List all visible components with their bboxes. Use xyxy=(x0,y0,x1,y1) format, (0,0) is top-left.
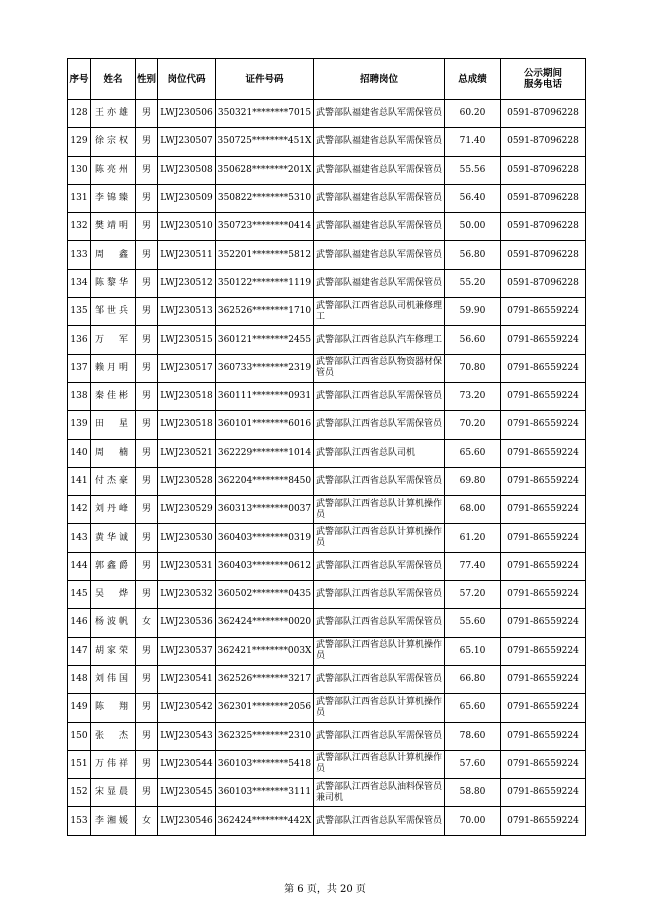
cell-score: 71.40 xyxy=(445,128,501,156)
cell-id-number: 360733********2319 xyxy=(216,354,314,382)
cell-phone: 0791-86559224 xyxy=(501,694,586,722)
cell-id-number: 360313********0037 xyxy=(216,496,314,524)
cell-phone: 0591-87096228 xyxy=(501,269,586,297)
cell-score: 55.60 xyxy=(445,609,501,637)
cell-post: 武警部队江西省总队军需保管员 xyxy=(314,382,445,410)
header-post: 招聘岗位 xyxy=(314,59,445,100)
table-row xyxy=(68,722,586,750)
cell-gender: 男 xyxy=(136,156,158,184)
cell-gender: 女 xyxy=(136,807,158,835)
cell-name: 陈 翔 xyxy=(91,694,136,722)
cell-name: 刘丹峰 xyxy=(91,496,136,524)
cell-name: 胡家荣 xyxy=(91,637,136,665)
cell-name: 邹世兵 xyxy=(91,298,136,326)
cell-id-number: 360403********0319 xyxy=(216,524,314,552)
cell-post-code: LWJ230512 xyxy=(158,269,216,297)
cell-score: 78.60 xyxy=(445,722,501,750)
cell-post: 武警部队福建省总队军需保管员 xyxy=(314,213,445,241)
cell-post-code: LWJ230507 xyxy=(158,128,216,156)
cell-post-code: LWJ230528 xyxy=(158,467,216,495)
cell-phone: 0791-86559224 xyxy=(501,411,586,439)
cell-name: 宋显晨 xyxy=(91,779,136,807)
header-score: 总成绩 xyxy=(445,59,501,100)
cell-score: 55.56 xyxy=(445,156,501,184)
cell-post: 武警部队福建省总队军需保管员 xyxy=(314,128,445,156)
cell-post-code: LWJ230511 xyxy=(158,241,216,269)
table-row xyxy=(68,156,586,184)
header-gender: 性别 xyxy=(136,59,158,100)
cell-name: 黄华诚 xyxy=(91,524,136,552)
cell-name: 吴 烨 xyxy=(91,581,136,609)
cell-phone: 0791-86559224 xyxy=(501,298,586,326)
cell-score: 66.80 xyxy=(445,665,501,693)
cell-post: 武警部队江西省总队油料保管员兼司机 xyxy=(314,779,445,807)
cell-gender: 男 xyxy=(136,439,158,467)
cell-seq: 146 xyxy=(68,609,91,637)
cell-name: 赖月明 xyxy=(91,354,136,382)
table-row xyxy=(68,496,586,524)
cell-name: 王亦雄 xyxy=(91,100,136,128)
cell-score: 57.20 xyxy=(445,581,501,609)
cell-post-code: LWJ230532 xyxy=(158,581,216,609)
cell-phone: 0791-86559224 xyxy=(501,750,586,778)
cell-id-number: 362421********003X xyxy=(216,637,314,665)
cell-seq: 129 xyxy=(68,128,91,156)
cell-post: 武警部队江西省总队计算机操作员 xyxy=(314,637,445,665)
table-row xyxy=(68,807,586,835)
cell-gender: 男 xyxy=(136,750,158,778)
cell-seq: 139 xyxy=(68,411,91,439)
cell-gender: 男 xyxy=(136,552,158,580)
cell-seq: 131 xyxy=(68,184,91,212)
page-footer: 第 6 页，共 20 页 xyxy=(284,884,366,895)
cell-post-code: LWJ230542 xyxy=(158,694,216,722)
cell-post: 武警部队江西省总队军需保管员 xyxy=(314,609,445,637)
cell-post: 武警部队江西省总队军需保管员 xyxy=(314,807,445,835)
cell-score: 61.20 xyxy=(445,524,501,552)
cell-gender: 男 xyxy=(136,694,158,722)
table-row xyxy=(68,326,586,354)
cell-name: 李锦臻 xyxy=(91,184,136,212)
cell-id-number: 362424********442X xyxy=(216,807,314,835)
table-row xyxy=(68,779,586,807)
header-phone: 公示期间 服务电话 xyxy=(501,59,586,100)
table-body xyxy=(68,100,586,836)
cell-post: 武警部队福建省总队军需保管员 xyxy=(314,241,445,269)
cell-score: 56.40 xyxy=(445,184,501,212)
cell-seq: 148 xyxy=(68,665,91,693)
cell-id-number: 360111********0931 xyxy=(216,382,314,410)
cell-post-code: LWJ230506 xyxy=(158,100,216,128)
cell-post: 武警部队江西省总队军需保管员 xyxy=(314,722,445,750)
cell-post: 武警部队福建省总队军需保管员 xyxy=(314,156,445,184)
cell-phone: 0591-87096228 xyxy=(501,128,586,156)
cell-gender: 男 xyxy=(136,128,158,156)
cell-gender: 男 xyxy=(136,298,158,326)
cell-post-code: LWJ230546 xyxy=(158,807,216,835)
cell-phone: 0791-86559224 xyxy=(501,354,586,382)
cell-post: 武警部队江西省总队计算机操作员 xyxy=(314,694,445,722)
cell-gender: 男 xyxy=(136,100,158,128)
cell-post: 武警部队江西省总队计算机操作员 xyxy=(314,750,445,778)
cell-post: 武警部队江西省总队军需保管员 xyxy=(314,552,445,580)
cell-phone: 0791-86559224 xyxy=(501,779,586,807)
cell-seq: 149 xyxy=(68,694,91,722)
cell-gender: 男 xyxy=(136,269,158,297)
cell-post-code: LWJ230545 xyxy=(158,779,216,807)
cell-post-code: LWJ230518 xyxy=(158,382,216,410)
cell-post: 武警部队江西省总队司机兼修理工 xyxy=(314,298,445,326)
cell-gender: 男 xyxy=(136,241,158,269)
cell-seq: 132 xyxy=(68,213,91,241)
table-row xyxy=(68,100,586,128)
cell-post: 武警部队福建省总队军需保管员 xyxy=(314,269,445,297)
cell-phone: 0791-86559224 xyxy=(501,524,586,552)
table-row xyxy=(68,382,586,410)
header-post-code: 岗位代码 xyxy=(158,59,216,100)
cell-score: 77.40 xyxy=(445,552,501,580)
cell-phone: 0791-86559224 xyxy=(501,382,586,410)
table-row xyxy=(68,269,586,297)
cell-id-number: 362424********0020 xyxy=(216,609,314,637)
cell-id-number: 360502********0435 xyxy=(216,581,314,609)
cell-id-number: 350822********5310 xyxy=(216,184,314,212)
cell-phone: 0591-87096228 xyxy=(501,213,586,241)
cell-post-code: LWJ230510 xyxy=(158,213,216,241)
cell-id-number: 350725********451X xyxy=(216,128,314,156)
table-row xyxy=(68,298,586,326)
cell-phone: 0591-87096228 xyxy=(501,156,586,184)
cell-gender: 男 xyxy=(136,722,158,750)
cell-name: 秦佳彬 xyxy=(91,382,136,410)
header-row xyxy=(68,59,586,100)
cell-gender: 女 xyxy=(136,609,158,637)
cell-post: 武警部队江西省总队军需保管员 xyxy=(314,665,445,693)
cell-gender: 男 xyxy=(136,411,158,439)
table-row xyxy=(68,694,586,722)
results-table xyxy=(67,58,586,836)
cell-id-number: 350723********0414 xyxy=(216,213,314,241)
cell-post: 武警部队江西省总队军需保管员 xyxy=(314,411,445,439)
cell-post-code: LWJ230536 xyxy=(158,609,216,637)
cell-name: 张 杰 xyxy=(91,722,136,750)
cell-phone: 0791-86559224 xyxy=(501,807,586,835)
cell-phone: 0791-86559224 xyxy=(501,665,586,693)
cell-id-number: 362526********3217 xyxy=(216,665,314,693)
cell-gender: 男 xyxy=(136,524,158,552)
cell-phone: 0791-86559224 xyxy=(501,637,586,665)
cell-name: 陈黎华 xyxy=(91,269,136,297)
table-row xyxy=(68,750,586,778)
cell-seq: 130 xyxy=(68,156,91,184)
cell-post: 武警部队江西省总队司机 xyxy=(314,439,445,467)
cell-phone: 0791-86559224 xyxy=(501,326,586,354)
header-name: 姓名 xyxy=(91,59,136,100)
cell-post-code: LWJ230518 xyxy=(158,411,216,439)
cell-score: 70.80 xyxy=(445,354,501,382)
cell-score: 73.20 xyxy=(445,382,501,410)
cell-score: 56.80 xyxy=(445,241,501,269)
table-row xyxy=(68,467,586,495)
cell-score: 58.80 xyxy=(445,779,501,807)
cell-post-code: LWJ230537 xyxy=(158,637,216,665)
cell-seq: 150 xyxy=(68,722,91,750)
cell-phone: 0791-86559224 xyxy=(501,467,586,495)
cell-gender: 男 xyxy=(136,779,158,807)
cell-post: 武警部队江西省总队军需保管员 xyxy=(314,467,445,495)
cell-id-number: 362229********1014 xyxy=(216,439,314,467)
cell-seq: 138 xyxy=(68,382,91,410)
cell-post-code: LWJ230531 xyxy=(158,552,216,580)
cell-id-number: 362325********2310 xyxy=(216,722,314,750)
cell-score: 50.00 xyxy=(445,213,501,241)
cell-id-number: 362204********8450 xyxy=(216,467,314,495)
table-row xyxy=(68,241,586,269)
cell-id-number: 360103********5418 xyxy=(216,750,314,778)
cell-gender: 男 xyxy=(136,496,158,524)
cell-name: 杨波帆 xyxy=(91,609,136,637)
table-row xyxy=(68,184,586,212)
table-row xyxy=(68,128,586,156)
cell-seq: 142 xyxy=(68,496,91,524)
cell-score: 65.10 xyxy=(445,637,501,665)
cell-seq: 143 xyxy=(68,524,91,552)
cell-score: 65.60 xyxy=(445,694,501,722)
cell-seq: 152 xyxy=(68,779,91,807)
cell-gender: 男 xyxy=(136,467,158,495)
cell-post-code: LWJ230513 xyxy=(158,298,216,326)
cell-post-code: LWJ230543 xyxy=(158,722,216,750)
cell-post-code: LWJ230529 xyxy=(158,496,216,524)
cell-post-code: LWJ230508 xyxy=(158,156,216,184)
cell-name: 郭鑫爵 xyxy=(91,552,136,580)
cell-id-number: 360121********2455 xyxy=(216,326,314,354)
cell-post: 武警部队江西省总队物资器材保管员 xyxy=(314,354,445,382)
cell-phone: 0591-87096228 xyxy=(501,184,586,212)
cell-score: 59.90 xyxy=(445,298,501,326)
cell-score: 57.60 xyxy=(445,750,501,778)
cell-id-number: 350122********1119 xyxy=(216,269,314,297)
cell-id-number: 362526********1710 xyxy=(216,298,314,326)
cell-id-number: 360103********3111 xyxy=(216,779,314,807)
table-row xyxy=(68,354,586,382)
table-row xyxy=(68,637,586,665)
cell-gender: 男 xyxy=(136,637,158,665)
cell-post: 武警部队江西省总队汽车修理工 xyxy=(314,326,445,354)
cell-score: 55.20 xyxy=(445,269,501,297)
cell-phone: 0791-86559224 xyxy=(501,581,586,609)
cell-id-number: 360403********0612 xyxy=(216,552,314,580)
cell-seq: 135 xyxy=(68,298,91,326)
cell-name: 万伟祥 xyxy=(91,750,136,778)
cell-id-number: 362301********2056 xyxy=(216,694,314,722)
cell-score: 68.00 xyxy=(445,496,501,524)
cell-seq: 137 xyxy=(68,354,91,382)
cell-score: 60.20 xyxy=(445,100,501,128)
cell-gender: 男 xyxy=(136,184,158,212)
cell-post: 武警部队江西省总队军需保管员 xyxy=(314,581,445,609)
cell-name: 周 楠 xyxy=(91,439,136,467)
cell-score: 69.80 xyxy=(445,467,501,495)
table-row xyxy=(68,609,586,637)
cell-seq: 151 xyxy=(68,750,91,778)
cell-score: 65.60 xyxy=(445,439,501,467)
cell-phone: 0791-86559224 xyxy=(501,496,586,524)
cell-id-number: 360101********6016 xyxy=(216,411,314,439)
cell-seq: 144 xyxy=(68,552,91,580)
table-row xyxy=(68,552,586,580)
cell-gender: 男 xyxy=(136,326,158,354)
cell-name: 周 鑫 xyxy=(91,241,136,269)
cell-name: 樊靖明 xyxy=(91,213,136,241)
cell-name: 刘伟国 xyxy=(91,665,136,693)
table-row xyxy=(68,213,586,241)
cell-name: 付杰豪 xyxy=(91,467,136,495)
cell-post-code: LWJ230515 xyxy=(158,326,216,354)
cell-seq: 134 xyxy=(68,269,91,297)
cell-seq: 128 xyxy=(68,100,91,128)
cell-phone: 0791-86559224 xyxy=(501,722,586,750)
table-row xyxy=(68,581,586,609)
header-seq: 序号 xyxy=(68,59,91,100)
cell-gender: 男 xyxy=(136,354,158,382)
cell-seq: 147 xyxy=(68,637,91,665)
cell-gender: 男 xyxy=(136,213,158,241)
cell-name: 徐宗权 xyxy=(91,128,136,156)
cell-post-code: LWJ230509 xyxy=(158,184,216,212)
cell-post-code: LWJ230521 xyxy=(158,439,216,467)
header-id-number: 证件号码 xyxy=(216,59,314,100)
cell-phone: 0591-87096228 xyxy=(501,241,586,269)
cell-post: 武警部队江西省总队计算机操作员 xyxy=(314,496,445,524)
cell-score: 70.00 xyxy=(445,807,501,835)
table-row xyxy=(68,411,586,439)
cell-id-number: 352201********5812 xyxy=(216,241,314,269)
cell-phone: 0791-86559224 xyxy=(501,609,586,637)
cell-post: 武警部队江西省总队计算机操作员 xyxy=(314,524,445,552)
cell-id-number: 350321********7015 xyxy=(216,100,314,128)
cell-seq: 153 xyxy=(68,807,91,835)
cell-phone: 0791-86559224 xyxy=(501,439,586,467)
cell-seq: 141 xyxy=(68,467,91,495)
cell-post: 武警部队福建省总队军需保管员 xyxy=(314,184,445,212)
cell-phone: 0791-86559224 xyxy=(501,552,586,580)
cell-seq: 145 xyxy=(68,581,91,609)
cell-gender: 男 xyxy=(136,382,158,410)
table-row xyxy=(68,665,586,693)
cell-name: 陈亮州 xyxy=(91,156,136,184)
cell-score: 70.20 xyxy=(445,411,501,439)
cell-seq: 133 xyxy=(68,241,91,269)
cell-post-code: LWJ230541 xyxy=(158,665,216,693)
cell-gender: 男 xyxy=(136,581,158,609)
cell-post-code: LWJ230544 xyxy=(158,750,216,778)
cell-seq: 140 xyxy=(68,439,91,467)
cell-post-code: LWJ230517 xyxy=(158,354,216,382)
table-row xyxy=(68,524,586,552)
table-row xyxy=(68,439,586,467)
cell-gender: 男 xyxy=(136,665,158,693)
cell-score: 56.60 xyxy=(445,326,501,354)
cell-name: 田 星 xyxy=(91,411,136,439)
cell-id-number: 350628********201X xyxy=(216,156,314,184)
cell-seq: 136 xyxy=(68,326,91,354)
cell-name: 万 军 xyxy=(91,326,136,354)
cell-phone: 0591-87096228 xyxy=(501,100,586,128)
cell-post-code: LWJ230530 xyxy=(158,524,216,552)
cell-name: 李湘媛 xyxy=(91,807,136,835)
cell-post: 武警部队福建省总队军需保管员 xyxy=(314,100,445,128)
